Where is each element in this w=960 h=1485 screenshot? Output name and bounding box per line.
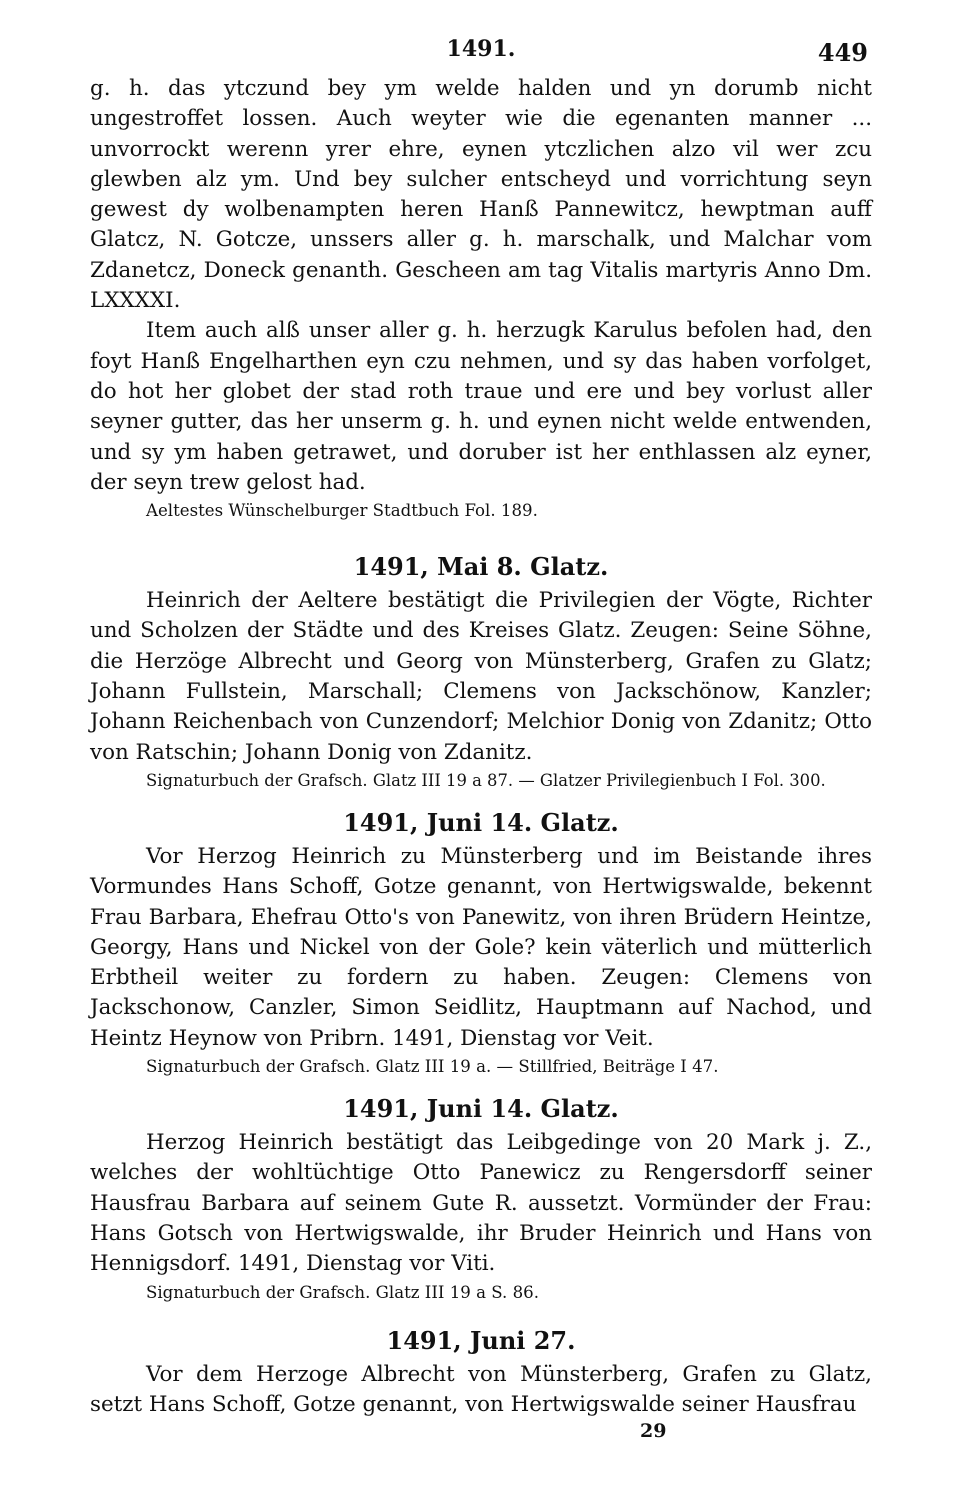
- entry-heading-juni-14-b: 1491, Juni 14. Glatz.: [343, 1094, 619, 1124]
- document-page: [90, 34, 872, 1420]
- intro-source-note: Aeltestes Wünschelburger Stadtbuch Fol. 189.: [146, 501, 538, 521]
- entry-text-mai-8: Heinrich der Aeltere bestätigt die Privilegien der Vögte, Richter und Scholzen der Städte und des Kreises Glatz. Zeugen: Seine Söhne, die Herzöge Albrecht und Georg von Münsterberg, Grafen zu Glatz; Johann Fullstein, Marschall; Clemens von Jackschönow, Kanzler; Johann Reichenbach von Cunzendorf; Melchior Donig von Zdanitz; Otto von Ratschin; Johann Donig von Zdanitz.: [90, 588, 872, 765]
- page-number: 449: [817, 38, 868, 67]
- entry-source-mai-8: Signaturbuch der Grafsch. Glatz III 19 a 87. — Glatzer Privilegienbuch I Fol. 300.: [146, 770, 826, 790]
- entry-source-juni-14-a: Signaturbuch der Grafsch. Glatz III 19 a. — Stillfried, Beiträge I 47.: [146, 1057, 719, 1077]
- signature-mark: 29: [640, 1420, 667, 1442]
- entry-heading-mai-8: 1491, Mai 8. Glatz.: [353, 552, 609, 582]
- entry-heading-juni-27: 1491, Juni 27.: [386, 1325, 576, 1355]
- entry-text-juni-14-a: Vor Herzog Heinrich zu Münsterberg und im Beistande ihres Vormundes Hans Schoff, Gotze genannt, von Hertwigswalde, bekennt Frau Barbara, Ehefrau Otto's von Panewitz, von ihren Brüdern Heintze, Georgy, Hans und Nickel von der Gole? kein väterlich und mütterlich Erbtheil weiter zu fordern zu haben. Zeugen: Clemens von Jackschonow, Canzler, Simon Seidlitz, Hauptmann auf Nachod, und Heintz Heynow von Pribrn. 1491, Dienstag vor Veit.: [90, 843, 872, 1051]
- entry-source-juni-14-b: Signaturbuch der Grafsch. Glatz III 19 a S. 86.: [146, 1282, 539, 1302]
- entry-heading-juni-14-a: 1491, Juni 14. Glatz.: [343, 807, 619, 837]
- intro-paragraph-item: Item auch alß unser aller g. h. herzugk Karulus befolen had, den foyt Hanß Engelharthen eyn czu nehmen, und sy das haben vorfolget, do hot her globet der stad roth traue und ere und bey vorlust aller seyner gutter, das her unserm g. h. und eynen nicht welde entwenden, und sy ym haben getrawet, und doruber ist her enthlassen alz eyner, der seyn trew gelost had.: [90, 318, 872, 495]
- entry-text-juni-27: Vor dem Herzoge Albrecht von Münsterberg, Grafen zu Glatz, setzt Hans Schoff, Gotze genannt, von Hertwigswalde seiner Hausfrau: [90, 1361, 872, 1417]
- running-header: [90, 34, 872, 74]
- running-head-year: 1491.: [446, 36, 516, 62]
- intro-paragraph-continued: g. h. das ytczund bey ym welde halden und yn dorumb nicht ungestroffet lossen. Auch weyter wie die egenanten manner ... unvorrockt werenn yrer ehre, eynen ytczlichen alzo vil wer zcu glewben alz ym. Und bey sulcher entscheyd und vorrichtung seyn gewest dy wolbenampten heren Hanß Pannewitcz, hewptman auff Glatcz, N. Gotcze, unssers aller g. h. marschalk, und Malchar vom Zdanetcz, Doneck genanth. Gescheen am tag Vitalis martyris Anno Dm. LXXXXI.: [90, 76, 872, 314]
- entry-text-juni-14-b: Herzog Heinrich bestätigt das Leibgedinge von 20 Mark j. Z., welches der wohltüchtige Otto Panewicz zu Rengersdorff seiner Hausfrau Barbara auf seinem Gute R. aussetzt. Vormünder der Frau: Hans Gotsch von Hertwigswalde, ihr Bruder Heinrich und Hans von Hennigsdorf. 1491, Dienstag vor Viti.: [90, 1130, 872, 1277]
